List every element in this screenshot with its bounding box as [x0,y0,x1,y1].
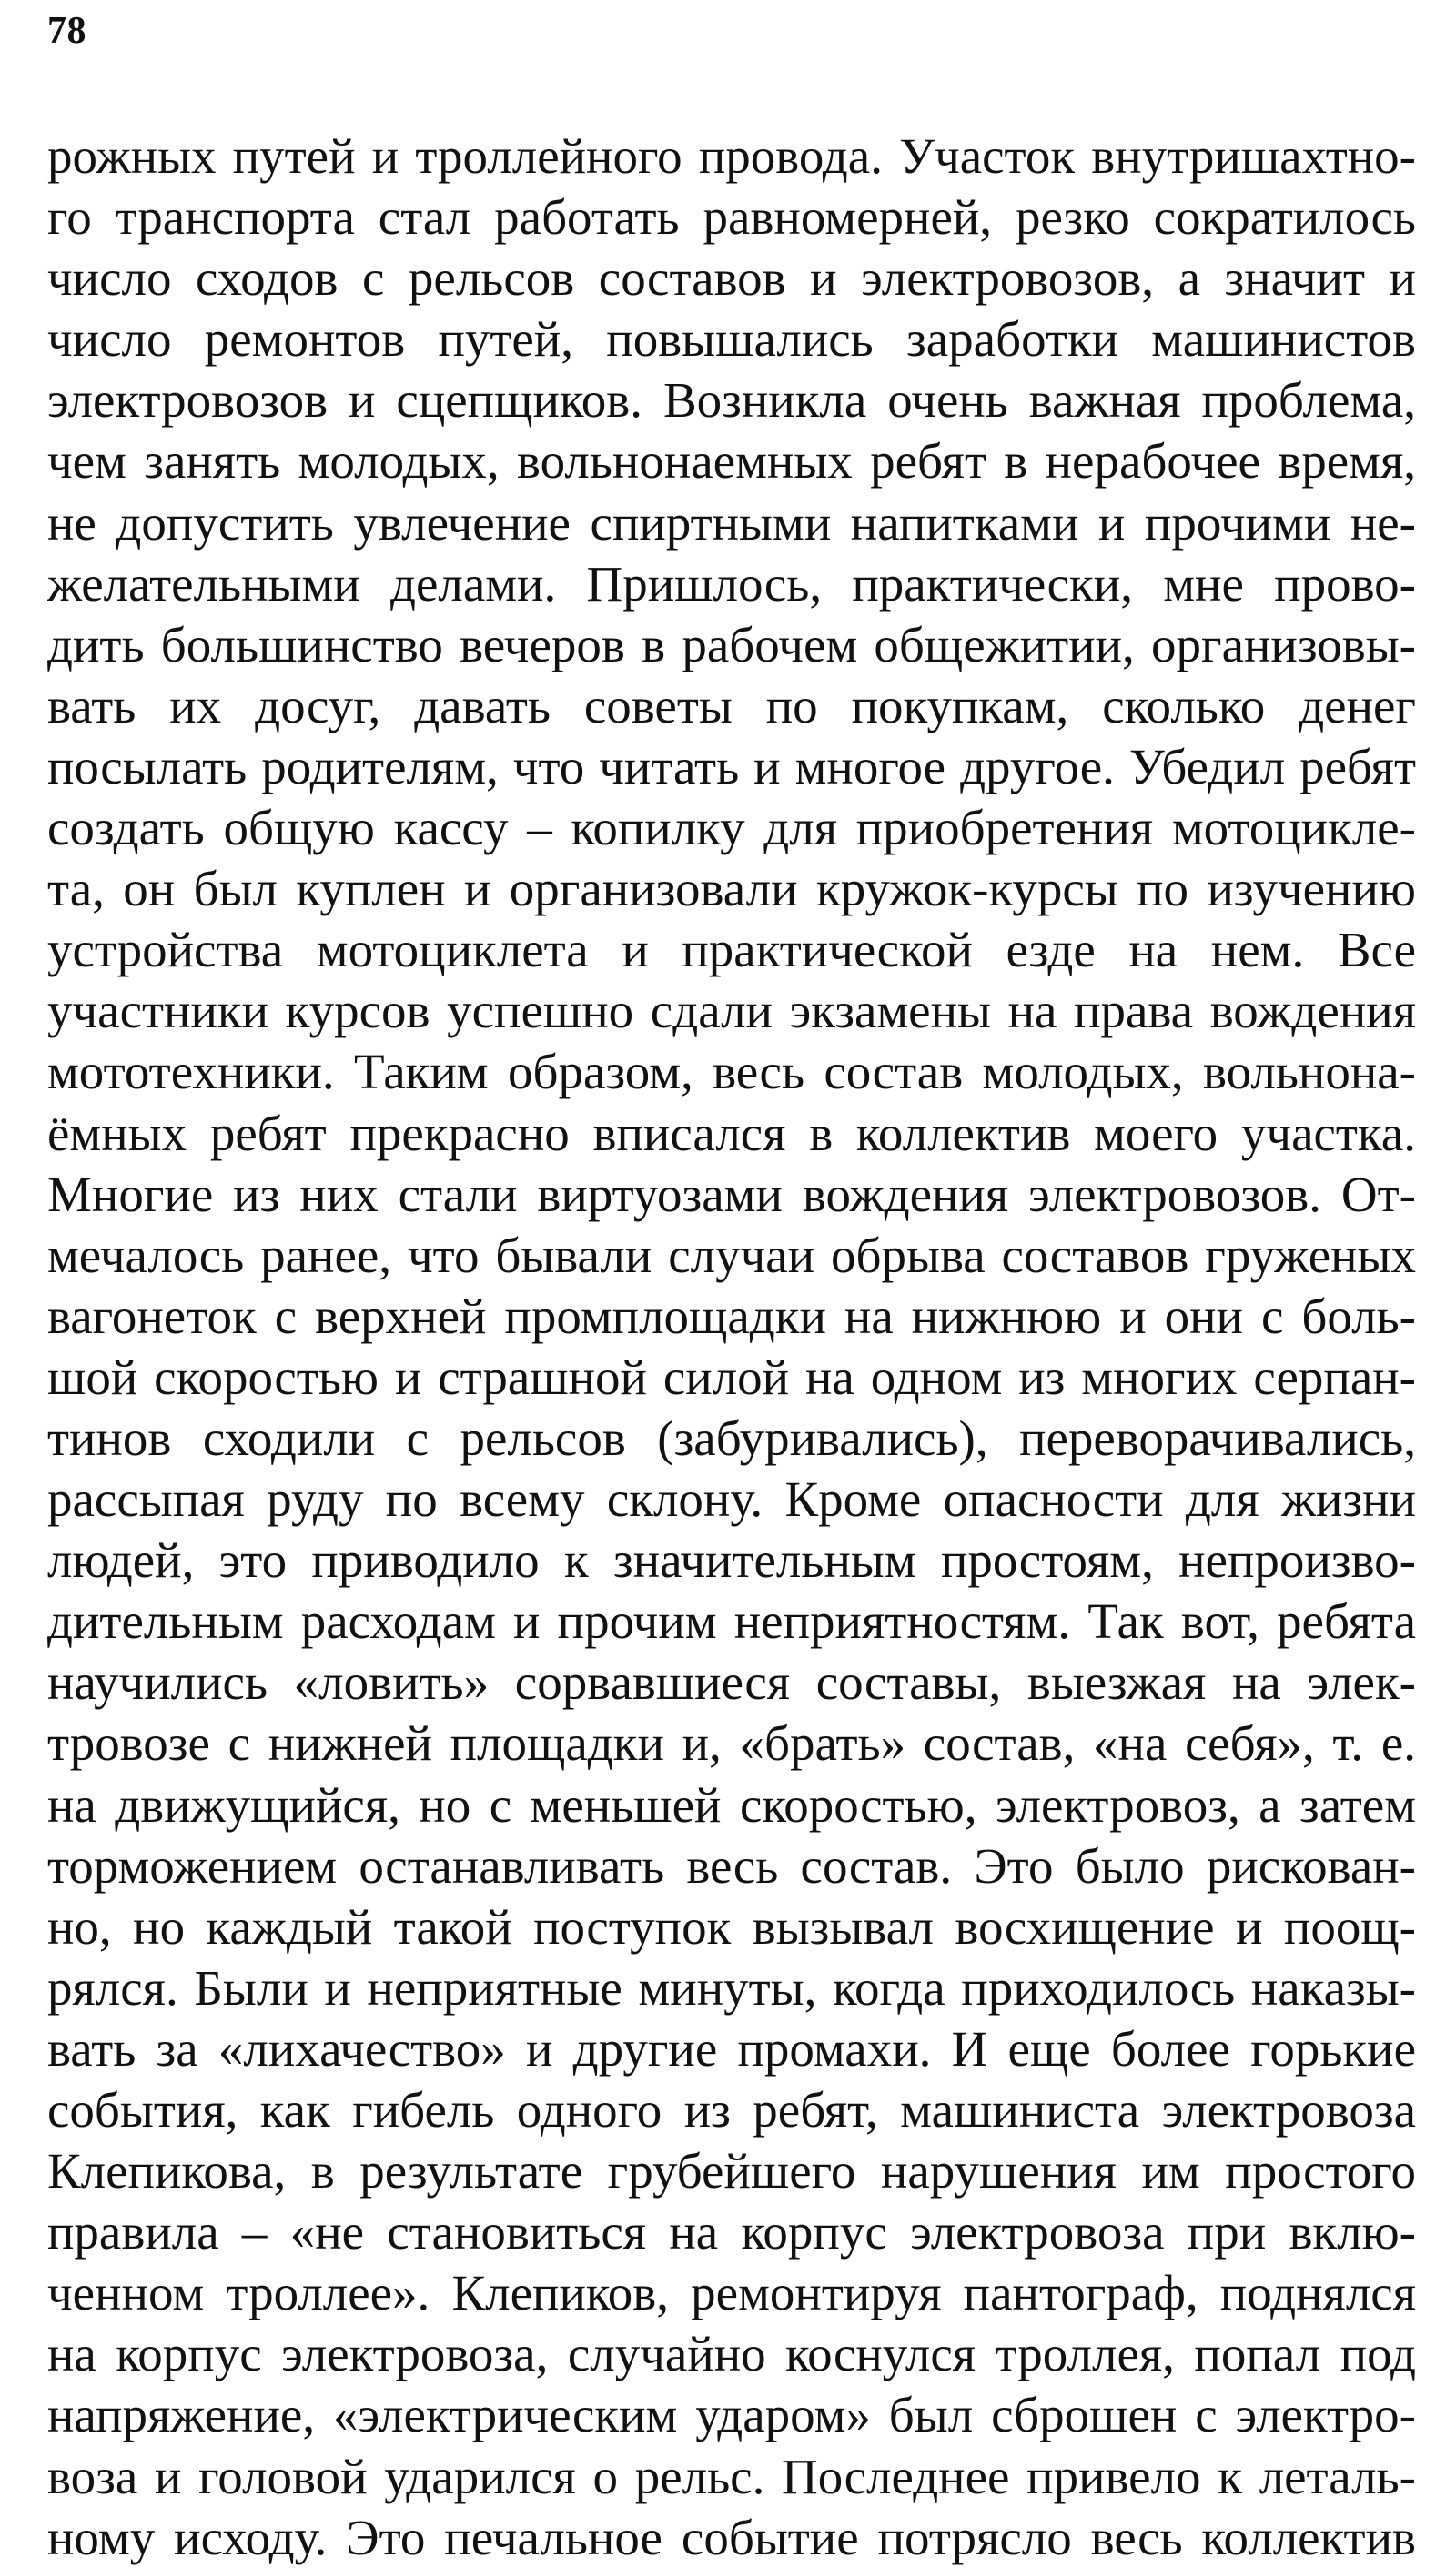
text-line: вать их досуг, давать советы по покупкам, сколько денег [47,677,1416,733]
body-text [47,126,1416,2568]
text-line: число сходов с рельсов составов и электровозов, а значит и [47,250,1416,307]
text-line: ченном троллее». Клепиков, ремонтируя пантограф, поднялся [47,2265,1416,2321]
text-line: вагонеток с верхней промплощадки на нижнюю и они с боль- [47,1288,1416,1344]
text-line: людей, это приводило к значительным простоям, непроизво- [47,1532,1416,1589]
text-line: вать за «лихачество» и другие промахи. И еще более горькие [47,2020,1416,2077]
text-line: желательными делами. Пришлось, практически, мне прово- [47,555,1416,612]
text-line: участники курсов успешно сдали экзамены на права вождения [47,983,1416,1039]
text-line: рожных путей и троллейного провода. Участок внутришахтно- [47,128,1416,184]
text-line: создать общую кассу – копилку для приобретения мотоцикле- [47,800,1416,856]
text-line: на корпус электровоза, случайно коснулся троллея, попал под [47,2326,1416,2382]
text-line: дительным расходам и прочим неприятностям. Так вот, ребята [47,1593,1416,1650]
text-line: электровозов и сцепщиков. Возникла очень важная проблема, [47,372,1416,429]
text-line: тровозе с нижней площадки и, «брать» состав, «на себя», т. е. [47,1715,1416,1772]
text-line: Клепикова, в результате грубейшего нарушения им простого [47,2143,1416,2199]
text-line: шой скоростью и страшной силой на одном из многих серпан- [47,1349,1416,1405]
text-line: мототехники. Таким образом, весь состав молодых, вольнона- [47,1044,1416,1100]
text-line: на движущийся, но с меньшей скоростью, электровоз, а затем [47,1776,1416,1833]
text-line: ному исходу. Это печальное событие потрясло весь коллектив [47,2509,1416,2565]
text-line: не допустить увлечение спиртными напитками и прочими не- [47,494,1416,551]
page-number: 78 [47,10,86,52]
text-line: тинов сходили с рельсов (забуривались), переворачивались, [47,1410,1416,1466]
text-line: события, как гибель одного из ребят, машиниста электровоза [47,2082,1416,2138]
text-line: напряжение, «электрическим ударом» был сброшен с электро- [47,2387,1416,2443]
text-line: ёмных ребят прекрасно вписался в коллектив моего участка. [47,1105,1416,1161]
text-line: рялся. Были и неприятные минуты, когда приходилось наказы- [47,1959,1416,2016]
text-line: правила – «не становиться на корпус электровоза при вклю- [47,2204,1416,2260]
text-line: Многие из них стали виртуозами вождения электровозов. От- [47,1166,1416,1222]
text-line: рассыпая руду по всему склону. Кроме опасности для жизни [47,1471,1416,1528]
text-line: устройства мотоциклета и практической езде на нем. Все [47,922,1416,978]
text-line: та, он был куплен и организовали кружок-курсы по изучению [47,861,1416,917]
text-line: посылать родителям, что читать и многое другое. Убедил ребят [47,738,1416,794]
text-line: торможением останавливать весь состав. Это было рискован- [47,1837,1416,1894]
text-line: научились «ловить» сорвавшиеся составы, выезжая на элек- [47,1654,1416,1711]
text-line: мечалось ранее, что бывали случаи обрыва составов груженых [47,1227,1416,1283]
text-line: число ремонтов путей, повышались заработки машинистов [47,311,1416,368]
text-line: дить большинство вечеров в рабочем общежитии, организовы- [47,616,1416,672]
text-line: но, но каждый такой поступок вызывал восхищение и поощ- [47,1898,1416,1955]
text-line: чем занять молодых, вольнонаемных ребят в нерабочее время, [47,433,1416,490]
text-line: воза и головой ударился о рельс. Последнее привело к леталь- [47,2448,1416,2504]
text-line: го транспорта стал работать равномерней, резко сократилось [47,189,1416,246]
